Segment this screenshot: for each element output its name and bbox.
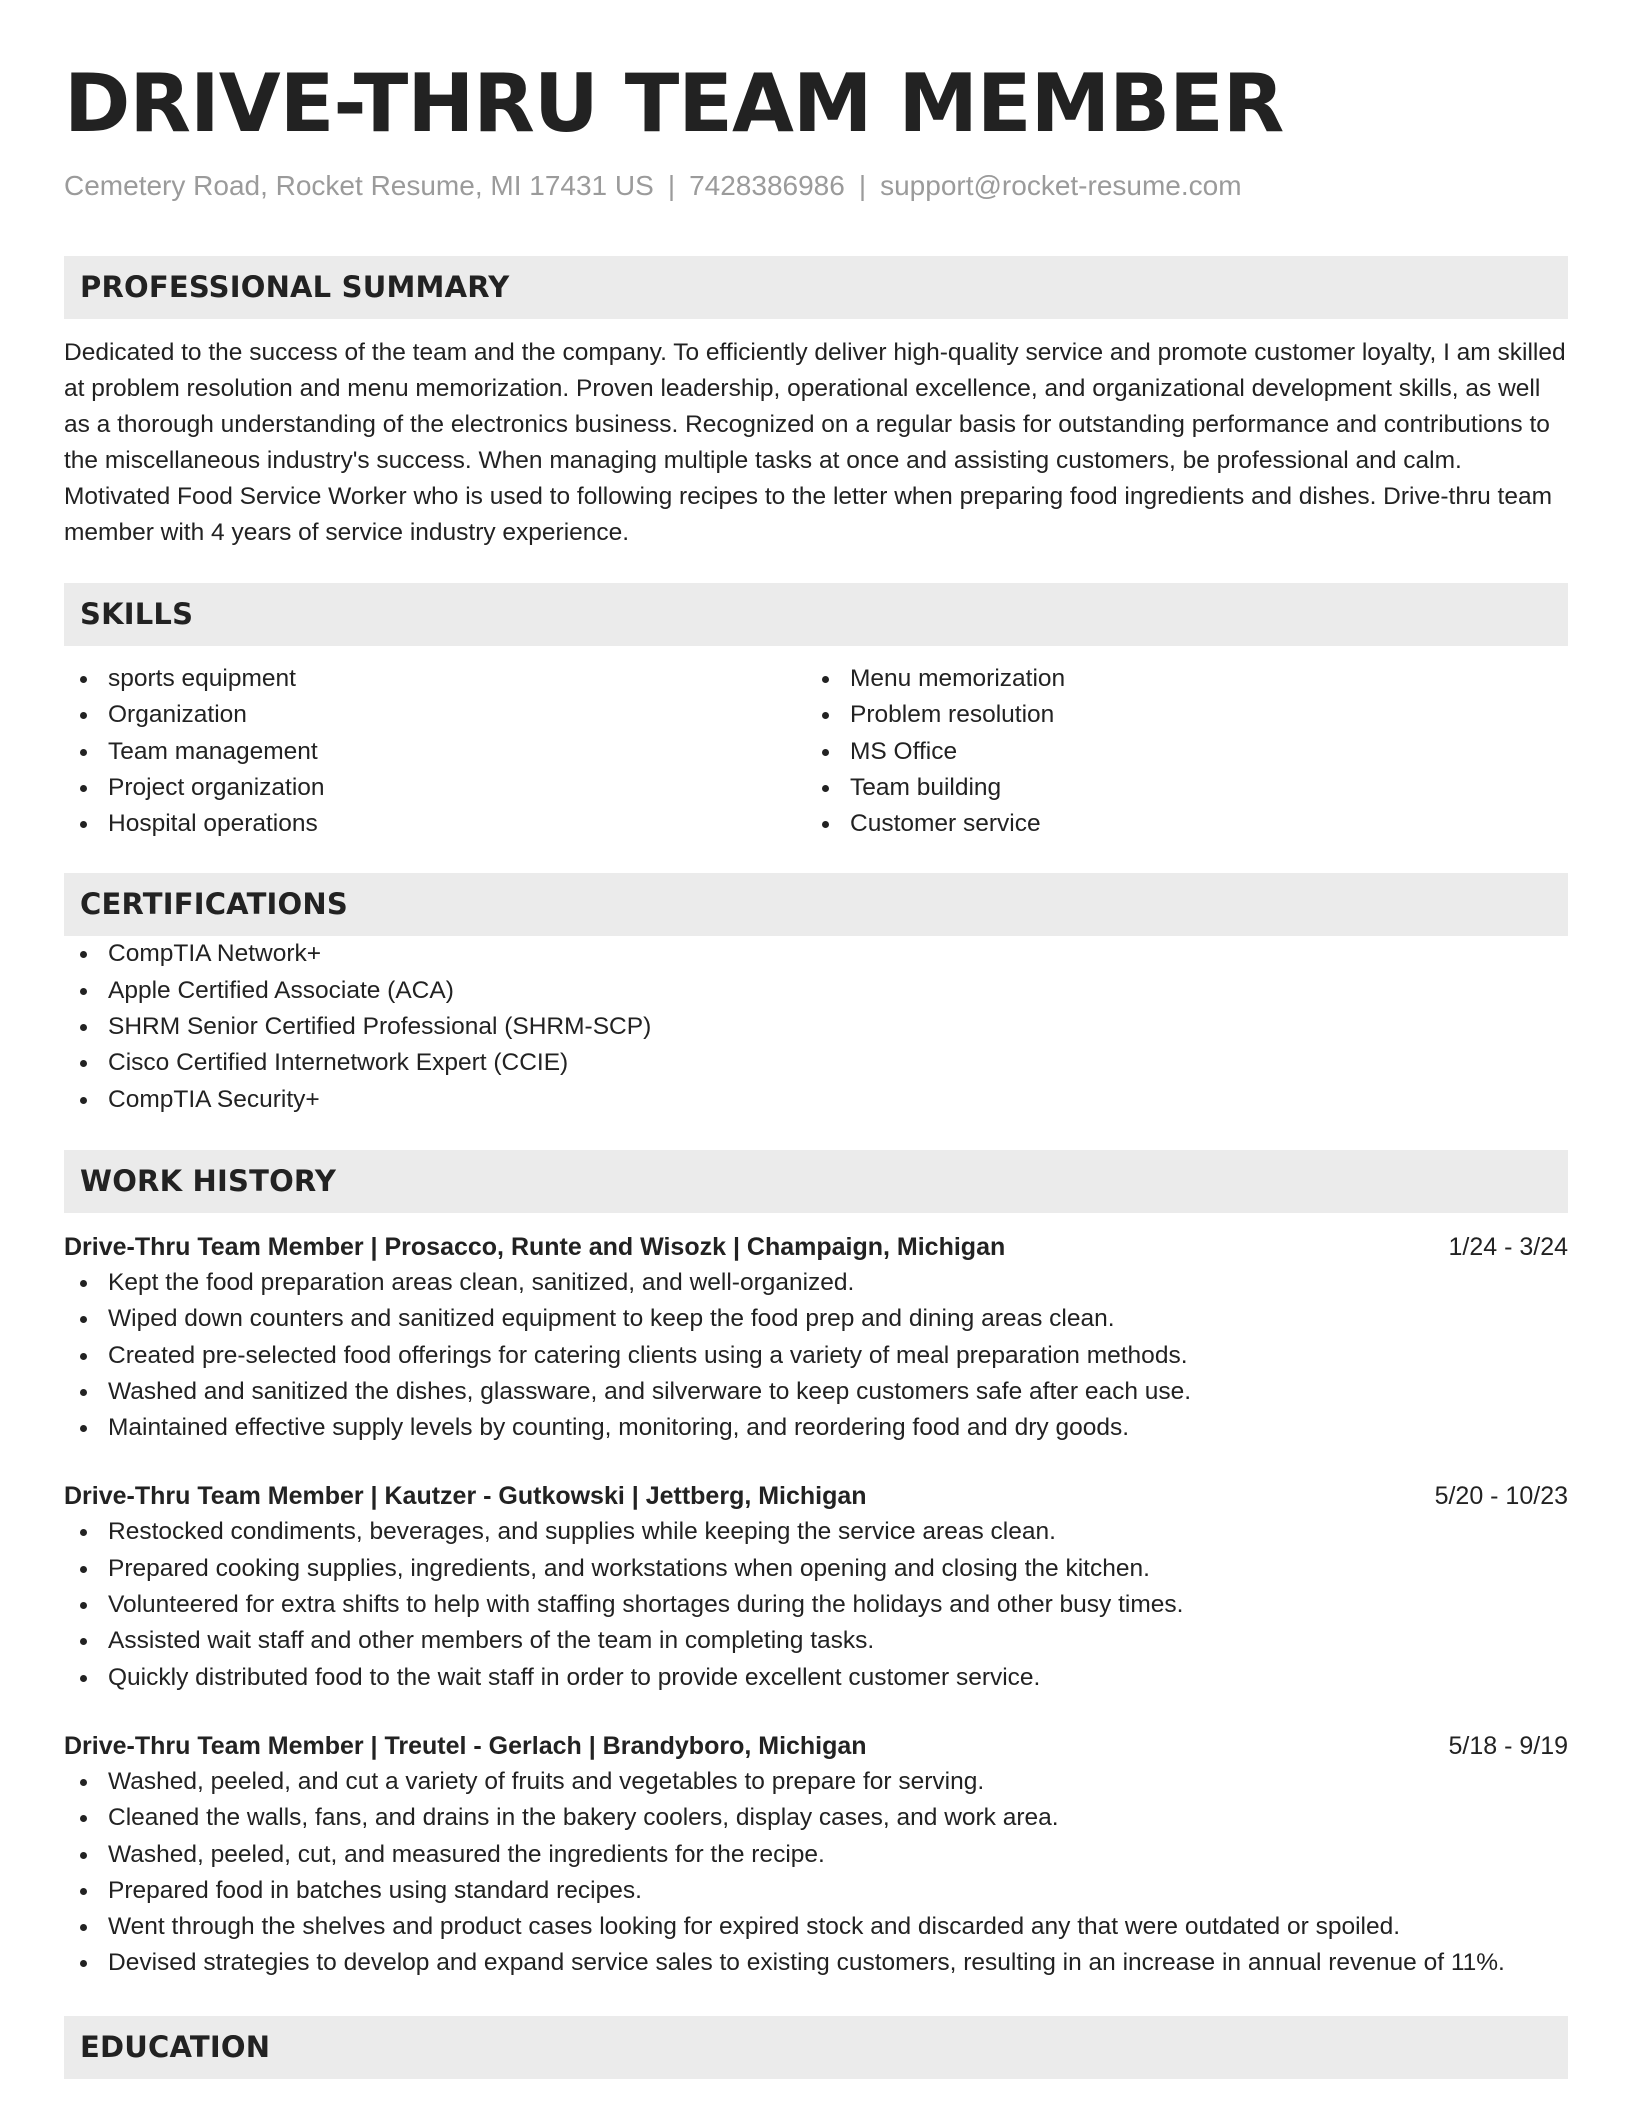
summary-text: Dedicated to the success of the team and the company. To efficiently deliver high-quality service and promote customer loyalty, I am skilled at problem resolution and menu memorization. Proven leadership, operational excellence, and organizational development skills, as well as a thorough understanding of the electronics business. Recognized on a regular basis for outstanding performance and contributions to the miscellaneous industry's success. When managing multiple tasks at once and assisting customers, be professional and calm. Motivated Food Service Worker who is used to following recipes to the letter when preparing food ingredients and dishes. Drive-thru team member with 4 years of service industry experience. [64,339,1566,546]
job-title: Drive-Thru Team Member | Kautzer - Gutkowski | Jettberg, Michigan [64,1482,867,1511]
job-duty-item: Went through the shelves and product cases looking for expired stock and discarded any that were outdated or spoiled. [64,1909,1568,1945]
contact-email: support@rocket-resume.com [880,170,1242,201]
job-duty-item: Assisted wait staff and other members of the team in completing tasks. [64,1623,1568,1659]
job-duty-item: Created pre-selected food offerings for catering clients using a variety of meal preparation methods. [64,1338,1568,1374]
job-duty-item: Washed, peeled, cut, and measured the ingredients for the recipe. [64,1837,1568,1873]
job-duty-item: Devised strategies to develop and expand service sales to existing customers, resulting in an increase in annual revenue of 11%. [64,1945,1568,1981]
job-duty-item: Prepared cooking supplies, ingredients, and workstations when opening and closing the kitchen. [64,1551,1568,1587]
job-duty-item: Wiped down counters and sanitized equipment to keep the food prep and dining areas clean. [64,1301,1568,1337]
job-dates: 5/20 - 10/23 [1434,1482,1568,1511]
work-history-heading: WORK HISTORY [64,1150,1568,1213]
contact-address: Cemetery Road, Rocket Resume, MI 17431 US [64,170,654,201]
job-duty-item: Volunteered for extra shifts to help with staffing shortages during the holidays and other busy times. [64,1587,1568,1623]
job-duty-item: Restocked condiments, beverages, and supplies while keeping the service areas clean. [64,1514,1568,1550]
job-duty-item: Maintained effective supply levels by counting, monitoring, and reordering food and dry goods. [64,1410,1568,1446]
skill-item: Customer service [806,806,1548,842]
job-duty-item: Quickly distributed food to the wait staff in order to provide excellent customer service. [64,1660,1568,1696]
job-title: Drive-Thru Team Member | Prosacco, Runte and Wisozk | Champaign, Michigan [64,1232,1006,1261]
skill-item: MS Office [806,734,1548,770]
job-duty-item: Prepared food in batches using standard recipes. [64,1873,1568,1909]
skills-grid [64,661,1568,842]
job-header [64,1229,1568,1265]
certification-item: CompTIA Network+ [64,936,1568,972]
skill-item: Project organization [64,770,806,806]
skill-item: Menu memorization [806,661,1548,697]
job-duty-item: Washed, peeled, and cut a variety of fruits and vegetables to prepare for serving. [64,1764,1568,1800]
contact-line [64,168,1568,204]
skills-heading: SKILLS [64,583,1568,646]
certification-item: CompTIA Security+ [64,1082,1568,1118]
job-dates: 1/24 - 3/24 [1448,1232,1568,1261]
contact-separator: | [858,170,867,201]
contact-phone: 7428386986 [689,170,845,201]
job-title: Drive-Thru Team Member | Treutel - Gerlach | Brandyboro, Michigan [64,1731,867,1760]
certification-item: Apple Certified Associate (ACA) [64,973,1568,1009]
job-header [64,1728,1568,1764]
job-duties-list [64,1265,1568,1446]
skill-item: Hospital operations [64,806,806,842]
skill-item: Organization [64,697,806,733]
job-duty-item: Kept the food preparation areas clean, sanitized, and well-organized. [64,1265,1568,1301]
skill-item: Problem resolution [806,697,1548,733]
job-entry [64,1728,1568,1982]
job-duties-list [64,1764,1568,1982]
job-entry [64,1478,1568,1695]
certification-item: Cisco Certified Internetwork Expert (CCIE) [64,1045,1568,1081]
certifications-heading: CERTIFICATIONS [64,873,1568,936]
contact-separator: | [667,170,676,201]
resume-name: DRIVE-THRU TEAM MEMBER [64,57,1284,150]
certifications-list [64,936,1568,1117]
job-duties-list [64,1514,1568,1695]
certification-item: SHRM Senior Certified Professional (SHRM-SCP) [64,1009,1568,1045]
summary-heading: PROFESSIONAL SUMMARY [64,256,1568,319]
job-dates: 5/18 - 9/19 [1448,1731,1568,1760]
skill-item: Team building [806,770,1548,806]
skill-item: sports equipment [64,661,806,697]
resume-page [64,0,1568,2079]
job-entry [64,1229,1568,1446]
skills-list-left [64,661,806,842]
education-heading: EDUCATION [64,2016,1568,2079]
job-header [64,1478,1568,1514]
skill-item: Team management [64,734,806,770]
skills-list-right [806,661,1548,842]
job-duty-item: Cleaned the walls, fans, and drains in the bakery coolers, display cases, and work area. [64,1800,1568,1836]
job-duty-item: Washed and sanitized the dishes, glassware, and silverware to keep customers safe after each use. [64,1374,1568,1410]
